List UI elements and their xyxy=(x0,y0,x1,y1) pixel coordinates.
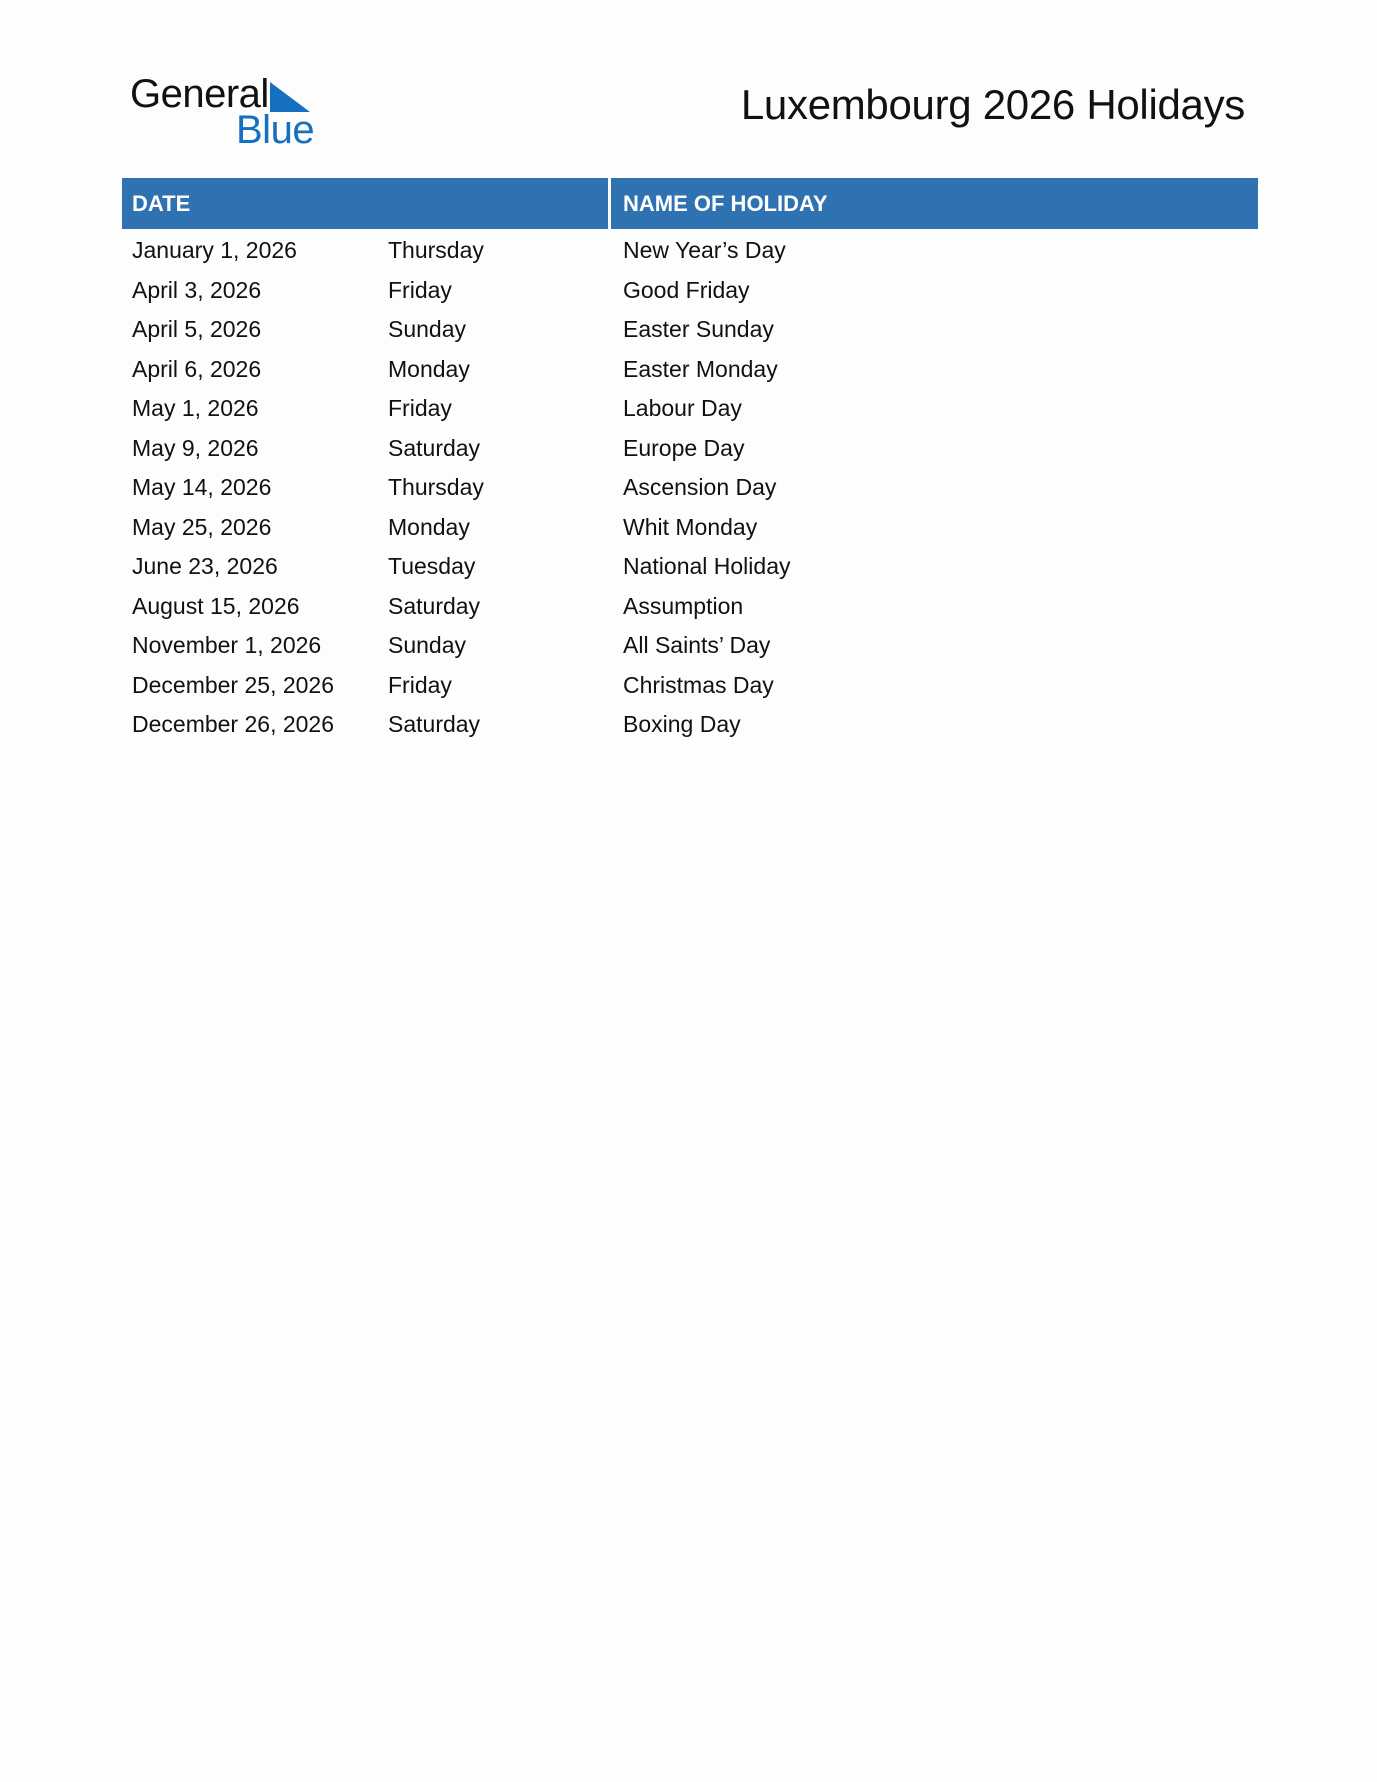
column-header-name: NAME OF HOLIDAY xyxy=(611,178,1258,229)
holiday-date: December 26, 2026 xyxy=(132,711,335,738)
holiday-weekday: Thursday xyxy=(388,474,484,501)
holiday-date: August 15, 2026 xyxy=(132,592,300,619)
table-row xyxy=(122,547,1258,587)
holiday-name: New Year’s Day xyxy=(623,237,786,264)
holiday-weekday: Friday xyxy=(388,671,452,698)
holiday-name: Ascension Day xyxy=(623,474,777,501)
holiday-date: May 25, 2026 xyxy=(132,513,272,540)
holiday-weekday: Saturday xyxy=(388,592,481,619)
column-header-date: DATE xyxy=(122,178,608,229)
table-row xyxy=(122,468,1258,508)
holiday-name: Whit Monday xyxy=(623,513,758,540)
holiday-date: June 23, 2026 xyxy=(132,553,278,580)
holiday-weekday: Tuesday xyxy=(388,553,476,580)
table-row xyxy=(122,350,1258,390)
table-row xyxy=(122,587,1258,627)
holiday-date: January 1, 2026 xyxy=(132,237,297,264)
table-row xyxy=(122,429,1258,469)
holiday-name: Europe Day xyxy=(623,434,745,461)
holiday-weekday: Sunday xyxy=(388,632,467,659)
page-title: Luxembourg 2026 Holidays xyxy=(740,81,1245,128)
holiday-name: National Holiday xyxy=(623,553,791,580)
table-row xyxy=(122,508,1258,548)
holiday-name: Easter Sunday xyxy=(623,316,774,343)
table-row xyxy=(122,231,1258,271)
logo-word-general: General xyxy=(130,72,269,116)
holiday-weekday: Monday xyxy=(388,355,470,382)
holiday-date: April 6, 2026 xyxy=(132,355,262,382)
holiday-weekday: Saturday xyxy=(388,434,481,461)
table-row xyxy=(122,310,1258,350)
table-row xyxy=(122,389,1258,429)
holiday-name: All Saints’ Day xyxy=(623,632,771,659)
holiday-date: November 1, 2026 xyxy=(132,632,322,659)
holiday-weekday: Sunday xyxy=(388,316,467,343)
holiday-name: Assumption xyxy=(623,592,744,619)
table-row xyxy=(122,705,1258,745)
table-body xyxy=(122,229,1258,745)
holiday-name: Christmas Day xyxy=(623,671,774,698)
holiday-table xyxy=(122,178,1258,745)
holiday-date: December 25, 2026 xyxy=(132,671,335,698)
holiday-date: April 5, 2026 xyxy=(132,316,262,343)
holiday-weekday: Saturday xyxy=(388,711,481,738)
holiday-date: May 14, 2026 xyxy=(132,474,272,501)
holiday-name: Labour Day xyxy=(623,395,742,422)
holiday-date: May 9, 2026 xyxy=(132,434,259,461)
table-row xyxy=(122,626,1258,666)
table-row xyxy=(122,271,1258,311)
holiday-name: Good Friday xyxy=(623,276,750,303)
generalblue-logo xyxy=(130,74,320,154)
holiday-weekday: Friday xyxy=(388,395,452,422)
holiday-weekday: Thursday xyxy=(388,237,484,264)
logo-word-blue: Blue xyxy=(236,108,315,152)
table-row xyxy=(122,666,1258,706)
table-header xyxy=(122,178,1258,229)
holiday-date: May 1, 2026 xyxy=(132,395,259,422)
holiday-name: Boxing Day xyxy=(623,711,741,738)
holiday-name: Easter Monday xyxy=(623,355,778,382)
holiday-weekday: Friday xyxy=(388,276,452,303)
holiday-date: April 3, 2026 xyxy=(132,276,262,303)
holiday-weekday: Monday xyxy=(388,513,470,540)
